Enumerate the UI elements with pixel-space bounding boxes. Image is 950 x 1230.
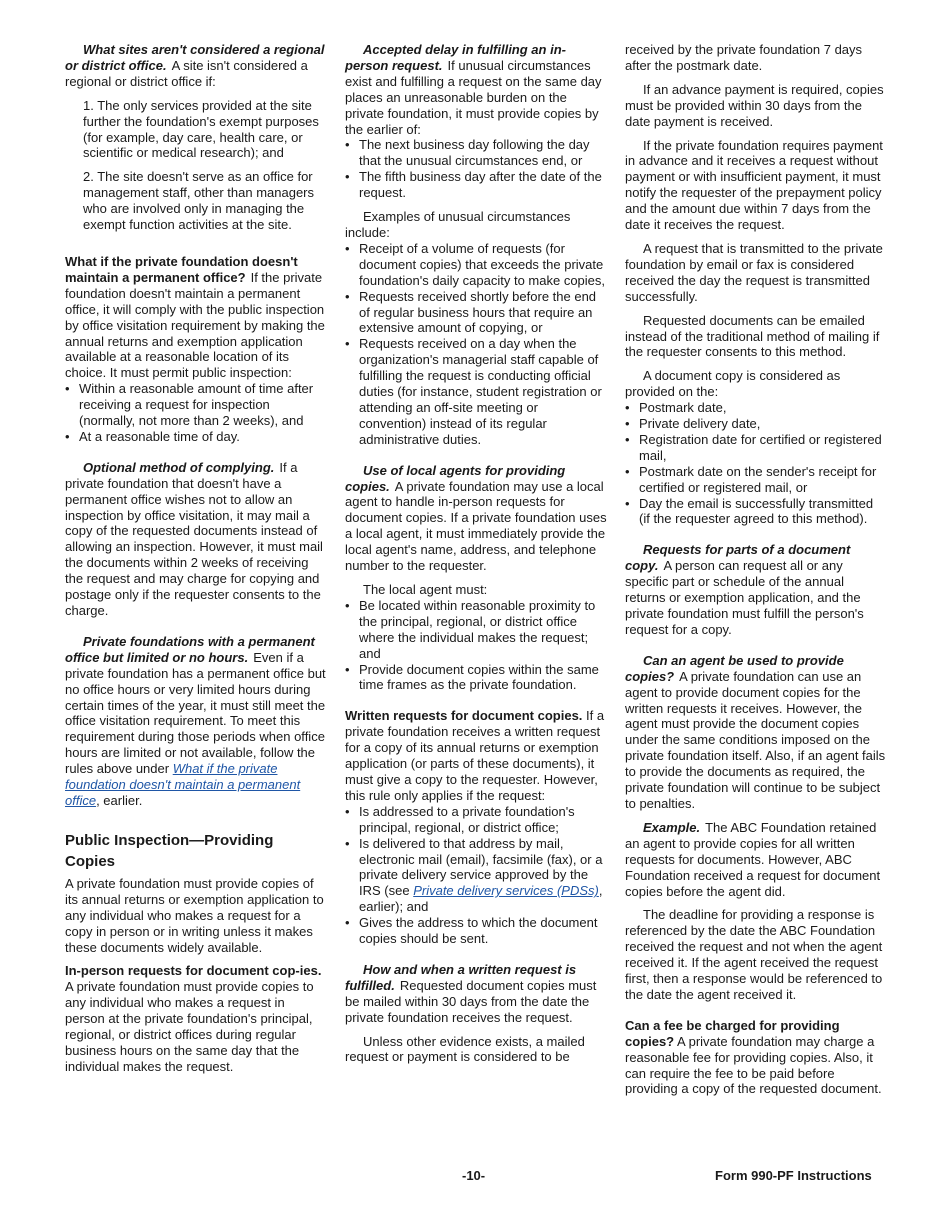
bullet-volume: • Receipt of a volume of requests (for document copies) that exceeds the private foundation's daily capacity to make copies, <box>345 240 606 288</box>
paragraph-written: Written requests for document copies. If a private foundation receives a written request for a copy of its annual returns or exemption application (or parts of these documents), it must give a copy to the requester. However, this rule only applies if the request: <box>345 708 605 803</box>
paragraph-agent: Can an agent be used to provide copies? A private foundation can use an agent to provide document copies for the written requests it receives. However, the agent must provide the document copies under the same conditions imposed on the private foundation itself. Also, if an agent fails to provide the documents as required, the private foundation will continue to be subject to penalties. <box>625 652 886 811</box>
form-name: Form 990-PF Instructions <box>715 1168 872 1183</box>
heading-no-office: What if the private foundation doesn't maintain a permanent office? <box>65 253 298 285</box>
bullet-within: • Within a reasonable amount of time after receiving a request for inspection (normally, not more than 2 weeks), and <box>65 381 314 429</box>
paragraph-fee: Can a fee be charged for providing copies? A private foundation may charge a reasonable fee for providing copies. Also, it can require the fee to be paid before providing a copy of the requested document. <box>625 1017 882 1097</box>
bullet-icon: • <box>345 835 350 851</box>
bullet-icon: • <box>345 661 350 677</box>
paragraph-provided: A document copy is considered as provided on the: <box>625 368 841 400</box>
bullet-icon: • <box>345 137 350 153</box>
paragraph-optional: Optional method of complying. If a private foundation that doesn't have a permanent office wishes not to allow an inspection by office visitation, it may mail a copy of the requested documents instead of allowing an inspection. However, it must mail the documents within 2 weeks of receiving the request and may charge for copying and postage only if the requester consents to the charge. <box>65 459 323 618</box>
bullet-icon: • <box>625 495 630 511</box>
heading-inperson: In-person requests for document cop-ies. <box>65 963 322 979</box>
column-3 <box>625 42 887 1097</box>
bullet-icon: • <box>65 428 70 444</box>
heading-written: Written requests for document copies. <box>345 708 583 724</box>
bullet-icon: • <box>345 169 350 185</box>
heading-sites: What sites aren't considered a regional or district office. <box>65 42 325 73</box>
paragraph-no-office: What if the private foundation doesn't maintain a permanent office? If the private foundation doesn't maintain a permanent office, it will comply with the public inspection by office visitation requirement by making the annual returns and exemption application available at a reasonable location of its choice. It must permit public inspection: <box>65 253 325 381</box>
paragraph-continued: received by the private foundation 7 days after the postmark date. <box>625 42 863 73</box>
paragraph-unless: Unless other evidence exists, a mailed request or payment is considered to be <box>345 1033 585 1065</box>
heading-delay: Accepted delay in fulfilling an in-person request. <box>345 42 566 73</box>
heading-parts: Requests for parts of a document copy. <box>625 542 851 574</box>
bullet-receipt: • Postmark date on the sender's receipt for certified or registered mail, or <box>625 463 877 495</box>
paragraph-email: A request that is transmitted to the private foundation by email or fax is considered received the day the request is transmitted successfully. <box>625 240 883 304</box>
heading-agent: Can an agent be used to provide copies? <box>625 652 844 684</box>
bullet-icon: • <box>345 803 350 819</box>
bullet-day-email: • Day the email is successfully transmitted (if the requester agreed to this method). <box>625 495 874 527</box>
paragraph-requires: If the private foundation requires payment in advance and it receives a request without payment or with insufficient payment, it must notify the requester of the prepayment policy and the amount due within 7 days from the date it receives the request. <box>625 137 883 233</box>
link-no-office[interactable]: What if the private foundation doesn't maintain a permanent office <box>65 761 301 808</box>
paragraph-examples: Examples of unusual circumstances include: <box>345 209 571 240</box>
paragraph-must: The local agent must: <box>363 582 488 597</box>
bullet-shortly: • Requests received shortly before the end of regular business hours that require an extensive amount of copying, or <box>345 288 597 336</box>
bullet-day: • Requests received on a day when the organization's managerial staff capable of fulfilling the request is conducting official duties (for instance, student registration or attending an off-site meeting or convention) instead of its regular administrative duties. <box>345 336 602 447</box>
bullet-icon: • <box>345 240 350 256</box>
bullet-icon: • <box>625 463 630 479</box>
paragraph-sites: What sites aren't considered a regional or district office. A site isn't considered a regional or district office if: <box>65 42 325 89</box>
bullet-icon: • <box>345 288 350 304</box>
paragraph-limited: Private foundations with a permanent office but limited or no hours. Even if a private foundation has a permanent office but no office hours or very limited hours during certain times of the year, it must still meet the office visitation requirement. To meet this requirement during those periods when office hours are limited or not available, follow the rules above under What if the private foundation doesn't maintain a permanent office, earlier. <box>65 633 326 808</box>
bullet-provide: • Provide document copies within the same time frames as the private foundation. <box>345 661 599 693</box>
bullet-addressed: • Is addressed to a private foundation's principal, regional, or district office; <box>345 803 575 835</box>
bullet-icon: • <box>65 381 70 397</box>
paragraph-delay: Accepted delay in fulfilling an in-person request. If unusual circumstances exist and fulfilling a request on the same day places an unreasonable burden on the private foundation, it must provide copies by the earlier of: <box>345 42 602 137</box>
bullet-fifth: • The fifth business day after the date of the request. <box>345 169 602 201</box>
bullet-delivery: • Private delivery date, <box>625 416 761 432</box>
bullet-next: • The next business day following the day that the unusual circumstances end, or <box>345 137 590 169</box>
heading-optional: Optional method of complying. <box>83 459 275 475</box>
paragraph-how: How and when a written request is fulfilled. Requested document copies must be mailed within 30 days from the date the private foundation receives the request. <box>345 961 597 1025</box>
heading-limited: Private foundations with a permanent office but limited or no hours. <box>65 633 315 665</box>
paragraph-section: A private foundation must provide copies of its annual returns or exemption application to any individual who makes a request for a copy in person or in writing unless it makes these documents widely available. <box>65 875 324 955</box>
bullet-located: • Be located within reasonable proximity to the principal, regional, or district office where the individual makes the request; and <box>345 597 596 661</box>
page-number: -10- <box>462 1168 486 1183</box>
bullet-gives: • Gives the address to which the document copies should be sent. <box>345 915 598 947</box>
bullet-icon: • <box>345 915 350 931</box>
bullet-icon: • <box>345 597 350 613</box>
bullet-registration: • Registration date for certified or registered mail, <box>625 431 882 463</box>
list-item-1: 1. The only services provided at the site further the foundation's exempt purposes (for example, day care, health care, or scientific or medical research); and <box>83 97 319 161</box>
bullet-time: • At a reasonable time of day. <box>65 428 240 444</box>
bullet-icon: • <box>625 400 630 416</box>
bullet-postmark: • Postmark date, <box>625 400 727 416</box>
column-2 <box>345 42 607 1065</box>
paragraph-inperson: In-person requests for document cop-ies.A private foundation must provide copies to any individual who makes a request in person at the private foundation's principal, regional, or district offices during regular business hours on the same day that the individual makes the request. <box>65 963 322 1074</box>
list-item-2: 2. The site doesn't serve as an office for management staff, other than managers who are involved only in managing the exempt function activities at the site. <box>83 169 315 233</box>
heading-agents: Use of local agents for providing copies. <box>345 462 566 494</box>
paragraph-advance: If an advance payment is required, copies must be provided within 30 days from the date payment is received. <box>625 81 884 129</box>
heading-fee: Can a fee be charged for providing copies? <box>625 1017 840 1049</box>
heading-example: Example. <box>643 819 701 835</box>
heading-how: How and when a written request is fulfilled. <box>345 961 577 993</box>
bullet-delivered: • Is delivered to that address by mail, electronic mail (email), facsimile (fax), or a private delivery service approved by the IRS (see Private delivery services (PDSs), earlier); and <box>345 835 603 915</box>
paragraph-agents: Use of local agents for providing copies. A private foundation may use a local agent to handle in-person requests for document copies. If a private foundation uses a local agent, it must immediately provide the local agent's name, address, and telephone number to the requester. <box>345 462 607 574</box>
paragraph-emailed: Requested documents can be emailed instead of the traditional method of mailing if the requester consents to this method. <box>625 312 880 360</box>
bullet-icon: • <box>625 416 630 432</box>
section-title: Public Inspection—Providing Copies <box>65 831 274 870</box>
bullet-icon: • <box>625 431 630 447</box>
paragraph-deadline: The deadline for providing a response is referenced by the date the ABC Foundation received the request and not when the agent received it. If the agent received the request first, then a response would be referenced to the date the agent received it. <box>625 907 883 1002</box>
paragraph-example: Example. The ABC Foundation retained an agent to provide copies for all written requests for documents. However, ABC Foundation received a request for document copies before the agent did. <box>625 819 881 899</box>
column-1 <box>65 42 327 1075</box>
paragraph-parts: Requests for parts of a document copy. A person can request all or any specific part or schedule of the annual returns or exemption application, and the private foundation must fulfill the person's request for a copy. <box>625 542 864 637</box>
link-pds[interactable]: Private delivery services (PDSs) <box>413 883 599 899</box>
bullet-icon: • <box>345 336 350 352</box>
